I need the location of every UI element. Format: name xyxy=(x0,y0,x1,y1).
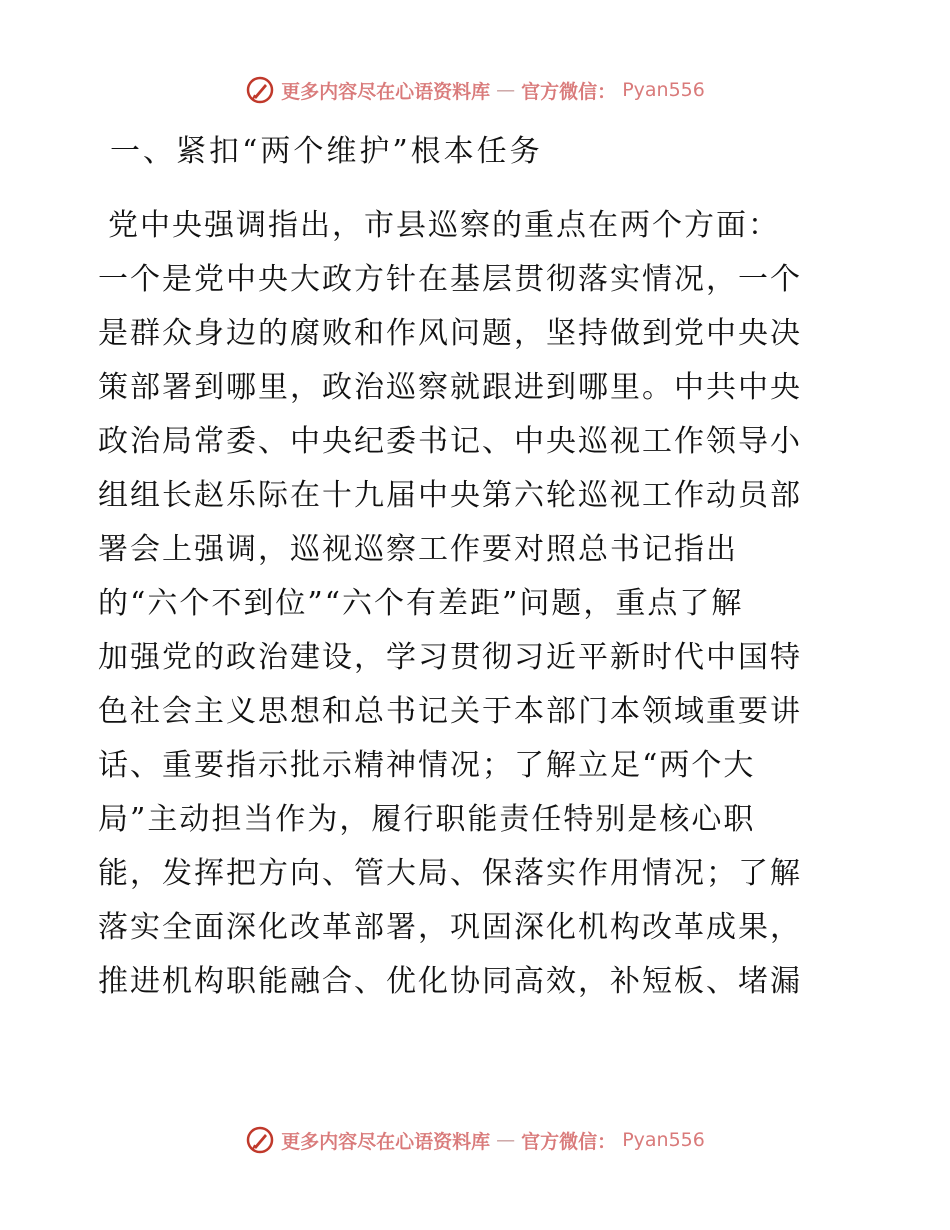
watermark-text: 更多内容尽在心语资料库 xyxy=(281,80,491,103)
watermark-account: Pyan556 xyxy=(622,1129,705,1151)
watermark-account: Pyan556 xyxy=(622,79,705,101)
footer-watermark xyxy=(0,1120,950,1160)
text-line: 推进机构职能融合、优化协同高效，补短板、堵漏 xyxy=(98,964,802,999)
text-line: 组组长赵乐际在十九届中央第六轮巡视工作动员部 xyxy=(98,478,802,513)
section-heading: 一、紧扣“两个维护”根本任务 xyxy=(110,134,543,169)
watermark-separator: — xyxy=(496,79,516,101)
text-line: 色社会主义思想和总书记关于本部门本领域重要讲 xyxy=(98,694,802,729)
text-line: 党中央强调指出，市县巡察的重点在两个方面： xyxy=(108,208,780,243)
header-watermark xyxy=(0,70,950,110)
text-line: 署会上强调，巡视巡察工作要对照总书记指出 xyxy=(98,532,738,567)
text-line: 落实全面深化改革部署，巩固深化机构改革成果， xyxy=(98,910,802,945)
text-line: 一个是党中央大政方针在基层贯彻落实情况，一个 xyxy=(98,262,802,297)
watermark-label: 官方微信： xyxy=(521,80,617,103)
quill-pen-logo-icon xyxy=(245,75,275,105)
text-line: 加强党的政治建设，学习贯彻习近平新时代中国特 xyxy=(98,640,802,675)
text-line: 能，发挥把方向、管大局、保落实作用情况；了解 xyxy=(98,856,802,891)
watermark-separator: — xyxy=(496,1129,516,1151)
text-line: 的“六个不到位”“六个有差距”问题，重点了解 xyxy=(98,586,744,621)
text-line: 是群众身边的腐败和作风问题，坚持做到党中央决 xyxy=(98,316,802,351)
watermark-label: 官方微信： xyxy=(521,1130,617,1153)
watermark-text: 更多内容尽在心语资料库 xyxy=(281,1130,491,1153)
body-paragraph xyxy=(98,199,858,1009)
text-line: 策部署到哪里，政治巡察就跟进到哪里。中共中央 xyxy=(98,370,802,405)
text-line: 政治局常委、中央纪委书记、中央巡视工作领导小 xyxy=(98,424,802,459)
quill-pen-logo-icon xyxy=(245,1125,275,1155)
text-line: 话、重要指示批示精神情况；了解立足“两个大 xyxy=(98,748,756,783)
text-line: 局”主动担当作为，履行职能责任特别是核心职 xyxy=(98,802,756,837)
